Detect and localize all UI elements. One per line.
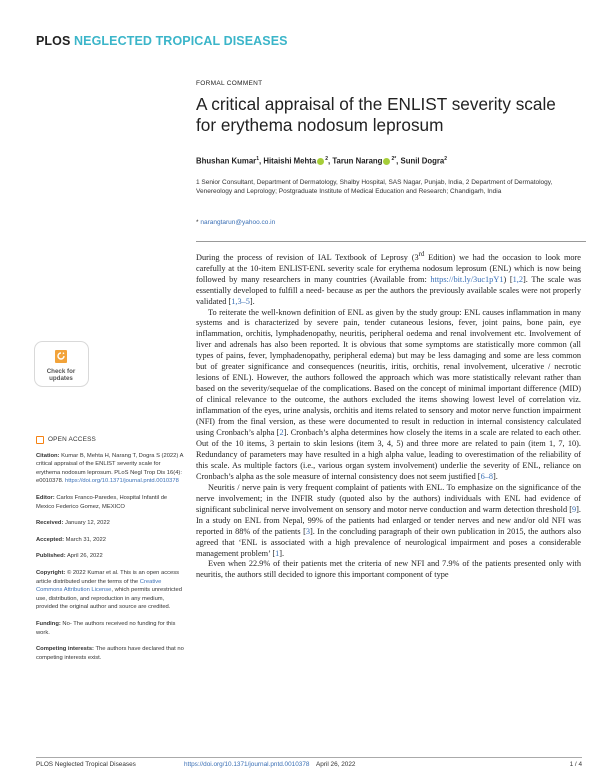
paragraph: Even when 22.9% of their patients met the criteria of new NFI and 7.9% of the patients presented only with neuritis, the authors still decided to ignore this important component of type bbox=[196, 559, 581, 580]
article-title: A critical appraisal of the ENLIST severity scale for erythema nodosum leprosum bbox=[196, 94, 556, 135]
accepted-date: Accepted: March 31, 2022 bbox=[36, 536, 106, 543]
bitly-link[interactable]: https://bit.ly/3uc1pY1 bbox=[430, 274, 504, 284]
journal-plos-logo: PLOS bbox=[36, 34, 71, 48]
footer-doi bbox=[184, 761, 309, 768]
author-affil: 2 bbox=[325, 156, 328, 162]
copyright-block: Copyright: © 2022 Kumar et al. This is an open access article distributed under the terms of the Creative Commons Attribution License, which permits unrestricted use, distribution, and reproduction in any medium, provided the original author and source are credited. bbox=[36, 569, 182, 611]
email-link[interactable]: narangtarun@yahoo.co.in bbox=[200, 219, 276, 226]
article-metadata-sidebar bbox=[36, 436, 186, 670]
page-number: 1 / 4 bbox=[569, 761, 582, 768]
affiliations: 1 Senior Consultant, Department of Dermatology, Shalby Hospital, SAS Nagar, Punjab, India, 2 Department of Dermatology, Venereology and Leprology; Postgraduate Institute of Medical Education and Research; Chandigarh, India bbox=[196, 179, 553, 196]
funding-block: Funding: No- The authors received no funding for this work. bbox=[36, 620, 176, 636]
author-affil: 2* bbox=[391, 156, 397, 162]
footer-divider bbox=[36, 757, 582, 758]
footer-date: April 26, 2022 bbox=[316, 761, 356, 768]
reference-link[interactable]: 1,2 bbox=[512, 274, 524, 284]
author-name[interactable]: Sunil Dogra bbox=[400, 156, 445, 166]
author-list: Bhushan Kumar$^1$, Hitaishi Mehta $^2$, Tarun Narang $^{2*}$, Sunil Dogra$^2$ bbox=[196, 156, 448, 166]
author-name[interactable]: Hitaishi Mehta bbox=[263, 156, 317, 166]
corresponding-email: * narangtarun@yahoo.co.in bbox=[196, 219, 276, 226]
license-link[interactable]: Creative Commons Attribution License bbox=[36, 578, 162, 594]
badge-line-1: Check for bbox=[46, 367, 76, 375]
paragraph: During the process of revision of IAL Textbook of Leprosy (3rd Edition) we had the occasion to look more carefully at the 10-item ENLIST-ENL severity scale for erythema nodosum leprosum (ENL) which is now being followed by many researchers in many countries (Available from: https://bit.ly/3uc1pY1) [1,2]. The scale was essentially developed to fulfill a need- because as per the authors the previously available scales were not properly validated [1,3–5]. bbox=[196, 251, 581, 306]
editor-block: Editor: Carlos Franco-Paredes, Hospital Infantil de Mexico Federico Gomez, MEXICO bbox=[36, 494, 168, 510]
citation-block: Citation: Kumar B, Mehta H, Narang T, Dogra S (2022) A critical appraisal of the ENLIST severity scale for erythema nodosum leprosum. PLoS Negl Trop Dis 16(4): e0010378. https://doi.org/10.1371/journal.pntd.0010378 bbox=[36, 452, 184, 485]
paragraph: To reiterate the well-known definition of ENL as given by the study group: ENL causes inflammation in many systems and is characterized by severe pain, tender cutaneous lesions, fever, joint pains, bone pain, eye inflammation, orchitis, lymphadenopathy, neuritis, peripheral oedema and renal involvement etc. Involvement of liver and adrenals has also been reported. It is obvious that some symptoms are statistically more common (all types of pains, fever, lymphadenopathy, peripheral edema) but may be less damaging and some are less common but of greater significance and consequences (neuritis, iritis, orchitis, renal involvement, ulcerative / necrotic lesions of ENL). However, the authors followed the approach which was more statistically relevant rather than based on the severity/sequelae of the complications. Based on the concept of minimal important difference (MID) of clinical relevance to the outcome, the authors excluded the items showing lowest level of correlation viz. inflammation of the eyes, urine analysis, orchitis and items related to sensory and motor nerve function impairment (NFI) from the final version, as these were documented to result in reduction in internal consistency calculated using Cronbach’s alpha [2]. Cronbach’s alpha determines how closely the items in a scale are related to each other. Out of the 10 items, 3 pertain to skin lesions (item 3, 4, 5) and three more are related to pain (item 1, 7, 10). Redundancy of parameters may have resulted in a high alpha value, leading to overestimation of the reliability of this scale. As multiple factors (i.e., various organ system involvement) underlie the severity of ENL, reliance on Cronbach’s alpha as the sole measure of internal consistency does not seem justified [6–8]. bbox=[196, 307, 581, 481]
competing-interests-block: Competing interests: The authors have declared that no competing interests exist. bbox=[36, 646, 184, 661]
article-type: FORMAL COMMENT bbox=[196, 80, 263, 87]
author-name[interactable]: Bhushan Kumar bbox=[196, 156, 257, 166]
paragraph: Neuritis / nerve pain is very frequent complaint of patients with ENL. To emphasize on the significance of the nerve involvement; in the INFIR study (quoted also by the authors) individuals with ENL had evidence of significant subclinical nerve involvement on sensory and motor nerve conduction and warm detection threshold [9]. In a study on ENL from Nepal, 99% of the patients had enlarged or tender nerves and new and/or old NFI was reported in 88% of the patients [3]. In the concluding paragraph of their own publication in 2015, the authors also agreed that ‘ENL is associated with a high prevalence of neurological impairment and poses a considerable management problem’ [1]. bbox=[196, 482, 581, 558]
reference-link[interactable]: 1,3–5 bbox=[231, 296, 250, 306]
journal-header bbox=[36, 34, 288, 48]
check-for-updates-text bbox=[40, 349, 82, 383]
badge-line-2: updates bbox=[49, 375, 73, 382]
orcid-icon[interactable] bbox=[317, 158, 324, 165]
reference-link[interactable]: 6–8 bbox=[480, 471, 494, 481]
orcid-icon[interactable] bbox=[383, 158, 390, 165]
article-body bbox=[196, 250, 581, 581]
open-access-label: OPEN ACCESS bbox=[36, 436, 186, 445]
published-date: Published: April 26, 2022 bbox=[36, 553, 103, 560]
reference-link[interactable]: 9 bbox=[572, 504, 577, 514]
reference-link[interactable]: 1 bbox=[275, 548, 280, 558]
reference-link[interactable]: 3 bbox=[305, 526, 310, 536]
divider bbox=[196, 241, 586, 242]
open-lock-icon bbox=[36, 436, 44, 444]
citation-doi-link[interactable]: https://doi.org/10.1371/journal.pntd.0010378 bbox=[65, 478, 179, 485]
author-affil: 2 bbox=[444, 156, 448, 162]
journal-name: NEGLECTED TROPICAL DISEASES bbox=[74, 34, 288, 48]
received-date: Received: January 12, 2022 bbox=[36, 520, 110, 527]
footer-journal: PLOS Neglected Tropical Diseases bbox=[36, 761, 136, 768]
reference-link[interactable]: 2 bbox=[279, 428, 284, 438]
footer-doi-link[interactable]: https://doi.org/10.1371/journal.pntd.0010378 bbox=[184, 761, 310, 768]
bookmark-refresh-icon bbox=[54, 349, 68, 365]
author-affil: 1 bbox=[256, 156, 259, 162]
author-name[interactable]: Tarun Narang bbox=[332, 156, 383, 166]
